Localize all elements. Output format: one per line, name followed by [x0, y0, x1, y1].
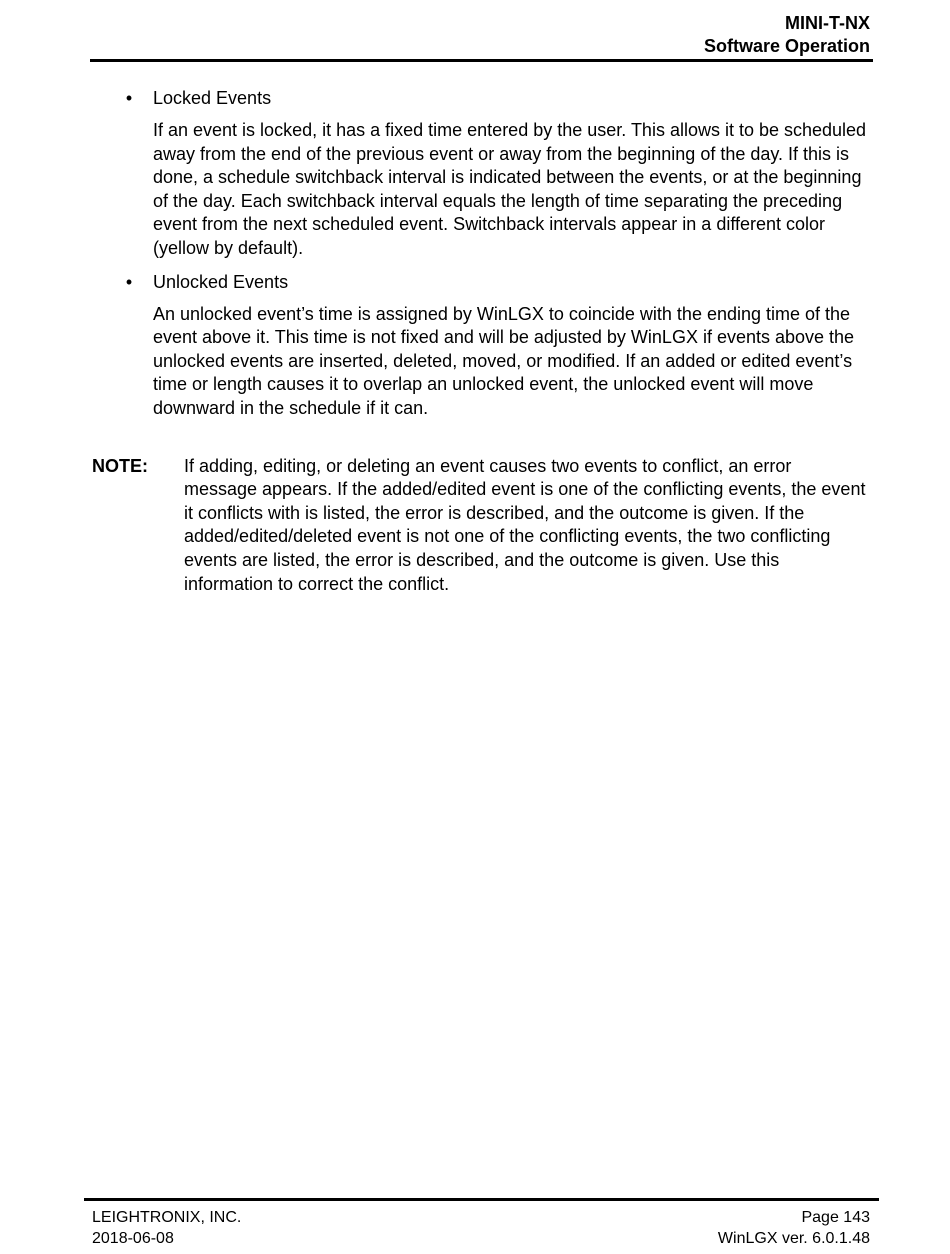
page-header: [704, 12, 870, 58]
footer-date: 2018-06-08: [92, 1230, 174, 1247]
list-item-head: [90, 269, 873, 295]
list-item-body: An unlocked event’s time is assigned by WinLGX to coincide with the ending time of the event above it. This time is not fixed and will be adjusted by WinLGX if events above the unlocked events are inserted, deleted, moved, or modified. If an added or edited event’s time or length causes it to overlap an unlocked event, the unlocked event will move downward in the schedule if it can.: [153, 303, 855, 418]
header-section: Software Operation: [703, 36, 870, 56]
footer-version: WinLGX ver. 6.0.1.48: [717, 1230, 870, 1247]
bullet-icon: •: [125, 271, 133, 292]
bullet-icon: •: [125, 88, 133, 108]
footer-divider: [84, 1198, 879, 1201]
note-block: [90, 455, 873, 597]
list-item-body: If an event is locked, it has a fixed time entered by the user. This allows it to be scheduled away from the end of the previous event or away from the beginning of the day. If this is done, a schedule switchback interval is indicated between the events, or at the beginning of the day. Each switchback interval equals the length of time separating the preceding event from the next scheduled event. Switchback intervals appear in a different color (yellow by default).: [153, 120, 867, 258]
page-content: [90, 85, 873, 596]
list-item-head: [90, 85, 873, 111]
note-text: If adding, editing, or deleting an event causes two events to conflict, an error message appears. If the added/edited event is one of the conflicting events, the event it conflicts with is listed, the error is described, and the outcome is given. If the added/edited/deleted event is not one of the conflicting events, the two conflicting events are listed, the error is described, and the outcome is given. Use this information to correct the conflict.: [184, 455, 866, 594]
list-item-locked-events: [90, 85, 873, 261]
footer-page-number: Page 143: [801, 1209, 870, 1226]
footer-left: [92, 1207, 241, 1249]
footer-right: [718, 1207, 870, 1249]
list-item-title: Locked Events: [153, 88, 272, 108]
note-label: NOTE:: [92, 455, 148, 476]
list-item-title: Unlocked Events: [153, 271, 289, 292]
footer-company: LEIGHTRONIX, INC.: [92, 1209, 242, 1226]
header-product: MINI-T-NX: [785, 13, 870, 33]
header-divider: [90, 59, 873, 62]
list-item-unlocked-events: [90, 269, 873, 421]
